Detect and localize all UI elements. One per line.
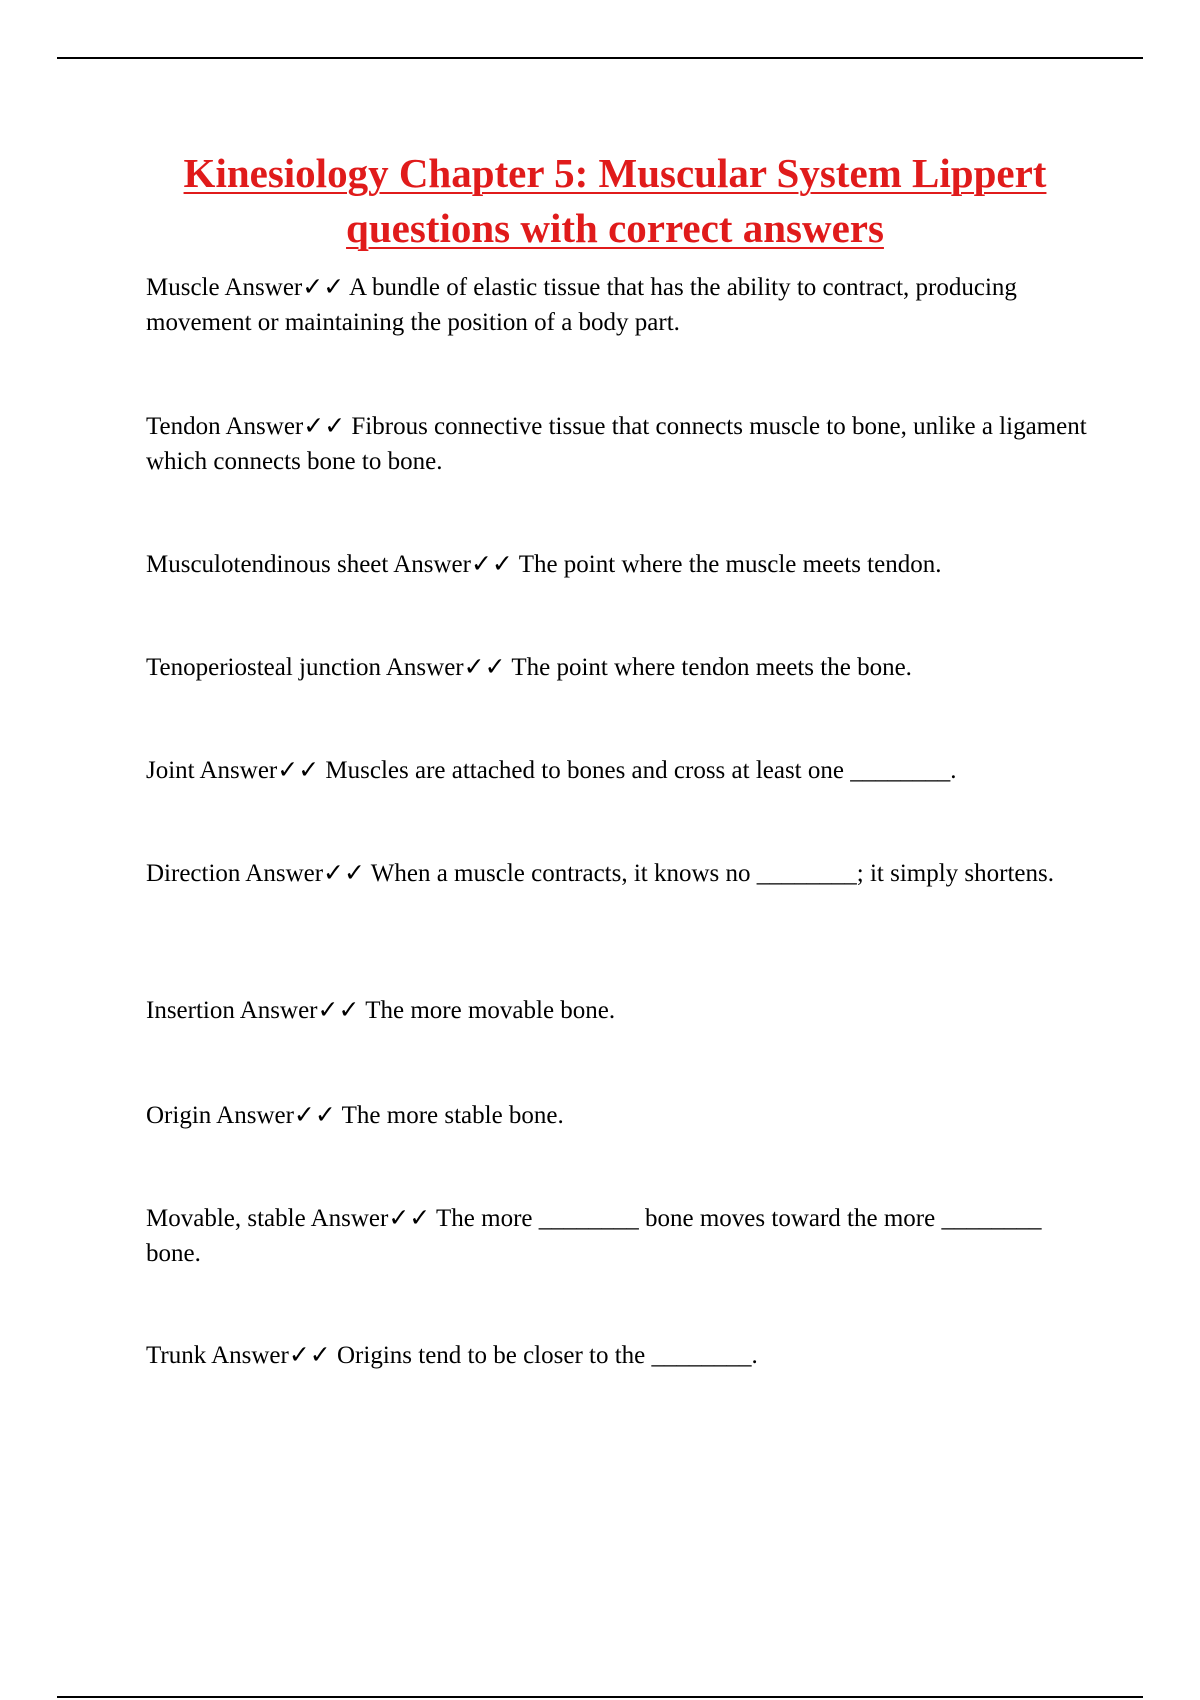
qa-item-movable-stable xyxy=(146,1201,1096,1271)
answer-marker: Answer✓✓ xyxy=(216,1102,336,1129)
answer-marker: Answer✓✓ xyxy=(211,1342,331,1369)
qa-definition: Fibrous connective tissue that connects muscle to bone, unlike a ligament which connects bone to bone. xyxy=(146,413,1087,475)
qa-term: Direction xyxy=(146,860,241,887)
title-line-2: questions with correct answers xyxy=(346,205,884,251)
qa-item-origin xyxy=(146,1098,1096,1133)
document-title xyxy=(100,146,1130,256)
qa-item-musculotendinous-sheet xyxy=(146,547,1096,582)
qa-item-trunk xyxy=(146,1338,1096,1373)
qa-term: Musculotendinous sheet xyxy=(146,551,389,578)
qa-item-direction xyxy=(146,856,1096,891)
answer-marker: Answer✓✓ xyxy=(224,274,345,301)
qa-item-muscle xyxy=(146,270,1096,340)
answer-marker: Answer✓✓ xyxy=(393,551,513,578)
qa-definition: Muscles are attached to bones and cross at least one ________. xyxy=(325,757,957,784)
qa-term: Tenoperiosteal junction xyxy=(146,654,381,681)
qa-term: Muscle xyxy=(146,274,220,301)
qa-definition: The more ________ bone moves toward the more ________ bone. xyxy=(146,1205,1042,1267)
qa-term: Joint xyxy=(146,757,195,784)
answer-marker: Answer✓✓ xyxy=(239,997,360,1024)
qa-item-tendon xyxy=(146,409,1096,479)
qa-term: Trunk xyxy=(146,1342,207,1369)
qa-definition: When a muscle contracts, it knows no ________; it simply shortens. xyxy=(370,860,1055,887)
top-rule xyxy=(57,57,1143,59)
qa-definition: Origins tend to be closer to the ________. xyxy=(337,1342,758,1369)
answer-marker: Answer✓✓ xyxy=(245,860,365,887)
qa-definition: A bundle of elastic tissue that has the ability to contract, producing movement or maintaining the position of a body part. xyxy=(146,274,1017,336)
qa-item-insertion xyxy=(146,993,1096,1028)
answer-marker: Answer✓✓ xyxy=(385,654,506,681)
qa-definition: The point where tendon meets the bone. xyxy=(511,654,912,681)
qa-item-joint xyxy=(146,753,1096,788)
qa-term: Tendon xyxy=(146,413,221,440)
answer-marker: Answer✓✓ xyxy=(225,413,346,440)
title-line-1: Kinesiology Chapter 5: Muscular System Lippert xyxy=(183,150,1047,196)
qa-definition: The more movable bone. xyxy=(365,997,616,1024)
qa-item-tenoperiosteal-junction xyxy=(146,650,1096,685)
answer-marker: Answer✓✓ xyxy=(310,1205,431,1232)
answer-marker: Answer✓✓ xyxy=(199,757,320,784)
qa-definition: The more stable bone. xyxy=(341,1102,564,1129)
qa-definition: The point where the muscle meets tendon. xyxy=(518,551,942,578)
qa-term: Insertion xyxy=(146,997,235,1024)
qa-term: Origin xyxy=(146,1102,212,1129)
qa-term: Movable, stable xyxy=(146,1205,306,1232)
bottom-rule xyxy=(57,1696,1143,1698)
